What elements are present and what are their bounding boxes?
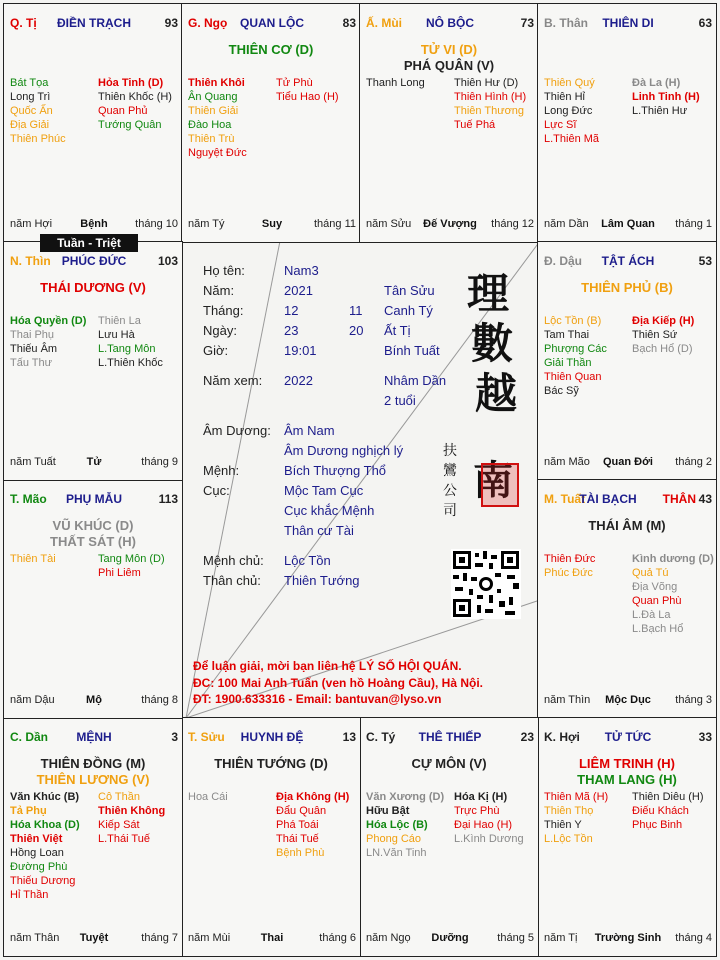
day-label: Ngày: [203,323,237,338]
minor-stars-left [188,790,228,804]
calligraphy-logo [467,269,517,419]
than-chu-label: Thân chủ: [203,573,261,588]
minor-star: Đường Phù [10,861,68,873]
palace-name: TÀI BẠCH [579,492,637,506]
palace-header [10,730,178,746]
minor-star: Bát Tọa [10,77,49,89]
cuc-note-2: Thân cư Tài [284,523,354,538]
palace-branch: Q. Tị [10,16,37,30]
palace-stage: Tuyệt [79,932,109,944]
palace-branch: N. Thìn [10,254,51,268]
major-star: CỰ MÔN (V) [411,756,487,771]
palace-branch: G. Ngọ [188,16,228,30]
palace-stage: Lâm Quan [601,218,655,230]
palace-footer [10,694,178,708]
minor-star: Phục Binh [632,819,683,831]
calligraphy-char-nam: 南 [473,457,513,504]
minor-star: L.Thiên Mã [544,133,600,145]
minor-star: Thai Phụ [10,329,55,341]
palace-year: năm Thìn [544,694,591,706]
palace-name: NÔ BỘC [426,16,474,30]
major-star: THIÊN TƯỚNG (D) [214,756,328,771]
seal-char: 扶 [443,443,457,459]
minor-stars-right [454,76,526,132]
minor-star: Thiên Việt [10,833,63,845]
than-chu-value: Thiên Tướng [284,573,360,588]
day-lunar: 20 [349,323,364,338]
palace-header [544,492,712,508]
minor-star: Thiên Diêu (H) [632,791,704,803]
minor-star: Phượng Các [544,343,607,355]
minor-star: Kình dương (D) [632,553,714,565]
palace-header [188,16,356,32]
minor-stars-right [98,552,165,580]
minor-stars-left [544,314,607,398]
minor-star: Hữu Bật [366,805,410,817]
minor-star: Văn Xương (D) [366,791,445,803]
minor-stars-right [98,76,172,132]
palace-header [10,492,178,508]
minor-star: Thiên Không [98,805,166,817]
year-label: Năm: [203,283,235,298]
minor-stars-right [98,790,165,846]
seal-char: 鸞 [443,463,457,479]
minor-stars-left [366,76,425,90]
palace-name: THÊ THIẾP [418,730,482,744]
minor-star: Hoa Cái [188,791,228,803]
palace-branch: T. Sửu [188,730,225,744]
palace-stage: Đế Vượng [423,218,477,230]
palace-month: tháng 7 [141,932,178,944]
minor-stars-left [10,314,86,370]
palace-year: năm Mùi [188,932,231,944]
minor-star: Thiên Hỉ [544,91,585,103]
hour-label: Giờ: [203,343,229,358]
minor-star: Tiểu Hao (H) [276,91,339,103]
minor-stars-left [10,552,56,566]
palace-footer [544,932,712,946]
major-star: THIÊN ĐỒNG (M) [40,756,146,771]
palace-year: năm Dậu [10,694,55,706]
palace-footer [188,218,356,232]
seal-char: 公 [443,483,457,499]
minor-star: Linh Tinh (H) [632,91,700,103]
minor-stars-left [544,76,599,146]
palace-footer [366,932,534,946]
minor-star: Thiên Tài [10,553,56,565]
menh-chu-value: Lộc Tồn [284,553,331,568]
minor-star: Hồng Loan [10,847,64,859]
minor-star: Cô Thần [98,791,140,803]
palace-mui[interactable] [359,3,539,243]
hour-can-chi: Bính Tuất [384,343,440,358]
minor-star: L.Thái Tuế [98,833,150,845]
tuan-triet-badge: Tuần - Triệt [40,234,138,252]
minor-star: Ân Quang [188,91,238,103]
minor-star: Thiên Hư (D) [454,77,519,89]
palace-header [366,730,534,746]
major-star: THIÊN CƠ (D) [228,42,314,57]
major-star: THÁI DƯƠNG (V) [40,280,146,295]
palace-month: tháng 11 [313,218,356,230]
palace-year: năm Hợi [10,218,53,230]
minor-star: Quan Phủ [98,105,148,117]
contact-line-1: Để luận giải, mời bạn liên hệ LÝ SỐ HỘI QUÁN. [193,659,462,673]
palace-footer [10,932,178,946]
palace-name: PHÚC ĐỨC [61,254,127,268]
palace-body-marker: THÂN [662,492,696,506]
minor-star: Hóa Lộc (B) [366,819,428,831]
day-value: 23 [284,323,299,338]
palace-year: năm Ngọ [366,932,411,944]
month-lunar: 11 [349,303,363,318]
palace-number: 63 [698,16,712,30]
palace-footer [544,456,712,470]
age-value: 2 tuổi [384,393,416,408]
minor-star: Tấu Thư [10,357,53,369]
minor-star: L.Bạch Hổ [632,623,684,635]
minor-star: Địa Kiếp (H) [632,315,695,327]
minor-star: Địa Không (H) [276,791,350,803]
palace-header [10,254,178,270]
minor-star: Thiếu Dương [10,875,76,887]
palace-footer [188,932,356,946]
minor-star: Long Trì [10,91,51,103]
menh-label: Mệnh: [203,463,240,478]
palace-branch: Đ. Dậu [544,254,583,268]
minor-star: Địa Giải [10,119,50,131]
view-year-label: Năm xem: [203,373,263,388]
seal-char: 司 [443,503,457,519]
minor-star: Tả Phụ [10,805,47,817]
name-value: Nam3 [284,263,319,278]
minor-stars-left [10,790,80,902]
minor-star: Điếu Khách [632,805,689,817]
day-can-chi: Ất Tị [384,323,411,338]
palace-month: tháng 12 [491,218,534,230]
palace-suu[interactable] [181,717,361,957]
minor-star: Địa Võng [632,581,678,593]
minor-star: Thiên Quan [544,371,602,383]
minor-star: Thiên Mã (H) [544,791,609,803]
palace-month: tháng 9 [141,456,178,468]
red-seal-icon [481,463,519,507]
palace-stage: Suy [261,218,283,230]
palace-number: 33 [698,730,712,744]
minor-star: Quả Tú [632,567,669,579]
minor-star: Hóa Khoa (D) [10,819,80,831]
palace-month: tháng 10 [135,218,178,230]
minor-star: Bệnh Phù [276,847,325,859]
minor-star: Lưu Hà [98,329,135,341]
palace-month: tháng 8 [141,694,178,706]
minor-star: Quan Phù [632,595,682,607]
major-star: PHÁ QUÂN (V) [403,58,495,73]
minor-star: Thiên Phúc [10,133,66,145]
palace-ty2[interactable] [359,717,539,957]
palace-name: TỬ TỨC [604,730,652,744]
minor-star: Hóa Quyền (D) [10,315,87,327]
minor-star: Nguyệt Đức [188,147,247,159]
minor-star: Phong Cáo [366,833,422,845]
menh-value: Bích Thượng Thổ [284,463,387,478]
minor-stars-left [10,76,66,146]
palace-month: tháng 2 [675,456,712,468]
minor-stars-right [276,790,349,860]
palace-number: 93 [164,16,178,30]
calligraphy-char: 數 [471,319,514,368]
minor-star: Thiên Giải [188,105,239,117]
major-star: THẤT SÁT (H) [50,534,136,549]
minor-star: Tuế Phá [454,119,496,131]
palace-month: tháng 6 [319,932,356,944]
palace-hoi[interactable] [537,717,717,957]
minor-star: Thiên Hình (H) [454,91,527,103]
palace-number: 113 [158,492,178,506]
palace-footer [544,218,712,232]
minor-star: Đà La (H) [632,77,681,89]
palace-name: THIÊN DI [602,16,654,30]
contact-phone-email[interactable]: ĐT: 1900.633316 - Email: bantuvan@lyso.vn [193,692,442,706]
palace-header [544,254,712,270]
palace-number: 13 [342,730,356,744]
hour-value: 19:01 [284,343,317,358]
qr-code-icon[interactable] [451,549,521,619]
palace-header [188,730,356,746]
minor-star: Hỏa Tinh (D) [98,77,164,89]
major-star: THÁI ÂM (M) [588,518,666,533]
month-can-chi: Canh Tý [384,303,433,318]
minor-stars-right [98,314,163,370]
minor-stars-right [632,76,700,118]
minor-star: Lực Sĩ [544,119,577,131]
palace-branch: T. Mão [10,492,47,506]
cuc-value: Mộc Tam Cục [284,483,364,498]
minor-star: L.Thiên Hư [632,105,688,117]
minor-stars-right [454,790,524,846]
palace-mao[interactable] [3,479,183,719]
cuc-note-1: Cục khắc Mệnh [284,503,375,518]
palace-name: PHỤ MẪU [66,492,122,506]
month-value: 12 [284,303,299,318]
minor-stars-left [188,76,247,160]
minor-star: Thiên Quý [544,77,595,89]
minor-star: L.Đà La [632,609,671,621]
palace-month: tháng 1 [675,218,712,230]
minor-star: Thái Tuế [276,833,319,845]
palace-footer [544,694,712,708]
menh-chu-label: Mệnh chủ: [203,553,264,568]
name-label: Họ tên: [203,263,245,278]
palace-month: tháng 4 [675,932,712,944]
palace-tuat[interactable] [537,479,717,719]
palace-year: năm Sửu [366,218,412,230]
palace-year: năm Tuất [10,456,56,468]
palace-name: HUYNH ĐỆ [240,730,304,744]
minor-star: Long Đức [544,105,593,117]
palace-stage: Quan Đới [603,456,653,468]
year-value: 2021 [284,283,313,298]
major-star: LIÊM TRINH (H) [578,756,676,771]
palace-branch: C. Dần [10,730,49,744]
minor-star: LN.Văn Tinh [366,847,427,859]
palace-ngo[interactable] [181,3,361,243]
minor-star: Trực Phù [454,805,500,817]
palace-branch: M. Tuất [544,492,586,506]
palace-name: QUAN LỘC [240,16,304,30]
minor-star: Đào Hoa [188,119,232,131]
palace-year: năm Tị [544,932,578,944]
view-year-value: 2022 [284,373,313,388]
minor-stars-right [632,552,714,636]
palace-number: 3 [171,730,178,744]
view-year-can-chi: Nhâm Dần [384,373,447,388]
minor-star: Thiên La [98,315,141,327]
palace-header [10,16,178,32]
palace-stage: Mộ [86,694,102,706]
palace-number: 43 [698,492,712,506]
contact-address: ĐC: 100 Mai Anh Tuấn (ven hồ Hoàng Cầu), Hà Nội. [193,676,484,690]
palace-footer [10,456,178,470]
minor-star: Thiên Sứ [632,329,678,341]
minor-star: Phúc Đức [544,567,593,579]
minor-star: Thiên Trù [188,133,235,145]
palace-number: 83 [342,16,356,30]
palace-name: MỆNH [76,730,112,744]
major-star: THAM LANG (H) [577,772,677,787]
palace-year: năm Tý [188,218,225,230]
minor-star: Thiên Thương [454,105,525,117]
minor-star: Tang Môn (D) [98,553,165,565]
palace-header [366,16,534,32]
minor-star: Lộc Tồn (B) [544,315,602,327]
minor-star: L.Tang Môn [98,343,156,355]
palace-number: 73 [520,16,534,30]
minor-star: Thiên Khôi [188,77,245,89]
palace-number: 103 [157,254,178,268]
palace-month: tháng 3 [675,694,712,706]
minor-star: Bạch Hổ (D) [632,343,693,355]
center-info-panel [181,241,540,719]
palace-stage: Dưỡng [431,932,469,944]
palace-header [544,16,712,32]
minor-star: Văn Khúc (B) [10,791,80,803]
palace-stage: Mộc Dục [605,694,651,706]
palace-stage: Bệnh [80,218,108,230]
palace-name: ĐIỀN TRẠCH [57,16,131,30]
palace-name: TẬT ÁCH [601,254,655,268]
major-star: THIÊN PHỦ (B) [581,280,673,295]
minor-star: Kiếp Sát [98,819,140,831]
palace-stage: Thai [260,932,284,944]
minor-star: Đẩu Quân [276,805,327,817]
minor-star: Đại Hao (H) [454,819,513,831]
major-star: VŨ KHÚC (D) [52,518,134,533]
minor-star: Thiên Đức [544,553,596,565]
amduong-label: Âm Dương: [203,423,271,438]
calligraphy-char: 理 [467,269,510,318]
minor-star: Thiếu Âm [10,343,58,355]
palace-dau[interactable] [537,241,717,481]
palace-stage: Trường Sinh [594,932,662,944]
minor-star: L.Kình Dương [454,833,524,845]
minor-star: Giải Thần [544,357,592,369]
palace-ti[interactable] [3,3,183,243]
palace-stage: Tử [86,456,102,468]
palace-thin[interactable] [3,241,183,481]
palace-year: năm Mão [544,456,590,468]
minor-stars-right [632,314,694,356]
minor-star: L.Lộc Tồn [544,833,593,845]
minor-star: Thiên Khốc (H) [98,91,172,103]
cuc-label: Cục: [203,483,230,498]
calligraphy-char: 越 [475,369,518,418]
minor-star: Bác Sỹ [544,385,579,397]
month-label: Tháng: [203,303,244,318]
year-can-chi: Tân Sửu [384,283,435,298]
minor-star: Tam Thai [544,329,590,341]
palace-number: 53 [698,254,712,268]
minor-star: Tướng Quân [98,119,162,131]
minor-stars-left [544,790,608,846]
major-star: THIÊN LƯƠNG (V) [36,772,150,787]
palace-number: 23 [520,730,534,744]
amduong-value: Âm Nam [284,423,335,438]
palace-month: tháng 5 [497,932,534,944]
palace-branch: C. Tý [366,730,396,744]
minor-star: Hóa Kị (H) [454,791,508,803]
minor-star: Hỉ Thần [10,889,49,901]
palace-year: năm Dần [544,218,589,230]
minor-star: Tử Phù [276,77,313,89]
minor-star: Thiên Y [544,819,582,831]
minor-star: Thiên Thọ [544,805,594,817]
palace-branch: Ấ. Mùi [366,16,402,30]
minor-stars-right [276,76,339,104]
company-seal-text [443,441,457,521]
minor-star: Quốc Ấn [10,105,53,117]
palace-header [544,730,712,746]
palace-year: năm Thân [10,932,60,944]
minor-star: Phá Toái [276,819,319,831]
major-star: TỬ VI (D) [420,42,478,57]
minor-stars-right [632,790,704,832]
palace-footer [366,218,534,232]
palace-branch: K. Hợi [544,730,580,744]
minor-stars-left [366,790,444,860]
minor-star: Phi Liêm [98,567,141,579]
palace-dan[interactable] [3,717,183,957]
minor-star: L.Thiên Khốc [98,357,163,369]
palace-than[interactable] [537,3,717,243]
minor-stars-left [544,552,595,580]
palace-branch: B. Thân [544,16,588,30]
minor-star: Thanh Long [366,77,425,89]
palace-footer [10,218,178,232]
amduong-note: Âm Dương nghịch lý [284,443,404,458]
